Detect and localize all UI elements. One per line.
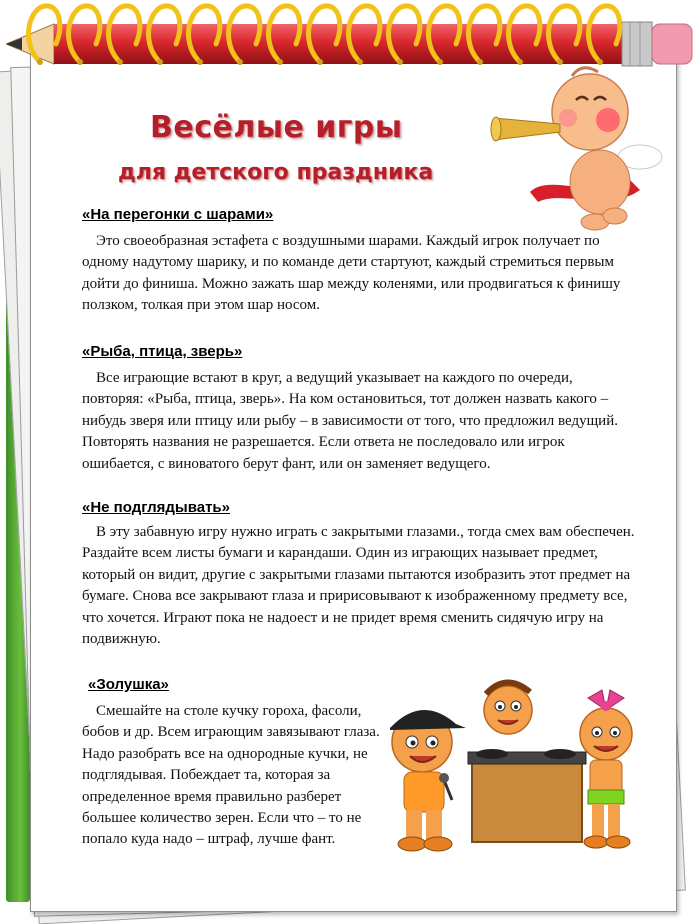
spiral-binding: [0, 0, 700, 70]
section-heading-balloons: «На перегонки с шарами»: [82, 206, 274, 223]
section-text-fish-bird-beast: Все играющие встают в круг, а ведущий указывает на каждого по очереди, повторяя: «Рыба, птица, зверь». На ком остановиться, тот должен назвать какого – нибудь зверя или птицу или рыбу – в зависимости от того, что предложил ведущий. Повторять названия не разрешается. Если ответа не последовало или игрок ошибается, с виноватого берут фант, или он заменяет ведущего.: [82, 370, 618, 472]
kids-dj-party-illustration: [382, 672, 638, 872]
section-heading-cinderella: «Золушка»: [88, 676, 169, 693]
section-heading-fish-bird-beast: «Рыба, птица, зверь»: [82, 343, 243, 360]
section-heading-no-peeking: «Не подглядывать»: [82, 499, 230, 516]
page-title: Весёлые игры: [150, 110, 403, 145]
cupid-trumpet-illustration: [490, 62, 670, 232]
section-text-balloons: Это своеобразная эстафета с воздушными шарами. Каждый игрок получает по одному надутому шарику, и по команде дети стартуют, каждый стремиться первым дойти до финиша. Можно зажать шар между коленями, или продвигаться к финишу ползком, толкая при этом шар носом.: [82, 233, 621, 314]
section-text-no-peeking: В эту забавную игру нужно играть с закрытыми глазами., тогда смех вам обеспечен. Раздайте всем листы бумаги и карандаши. Один из играющих называет предмет, который он видит, другие с закрытыми глазами пытаются изобразить этот предмет на бумаге. Снова все закрывают глаза и пририсовывают к изображенному предмету все, что хочется. Играют пока не надоест и не придет время сменить сидячую игру на подвижную.: [82, 524, 635, 648]
section-text-cinderella: Смешайте на столе кучку гороха, фасоли, бобов и др. Всем играющим завязывают глаза. Надо разобрать все на однородные кучки, не подглядывая. Побеждает та, которая за определенное время правильно разберет большее количество зерен. Если что – то не попало куда надо – штраф, лучше фант.: [82, 703, 380, 848]
page-subtitle: для детского праздника: [118, 160, 434, 185]
